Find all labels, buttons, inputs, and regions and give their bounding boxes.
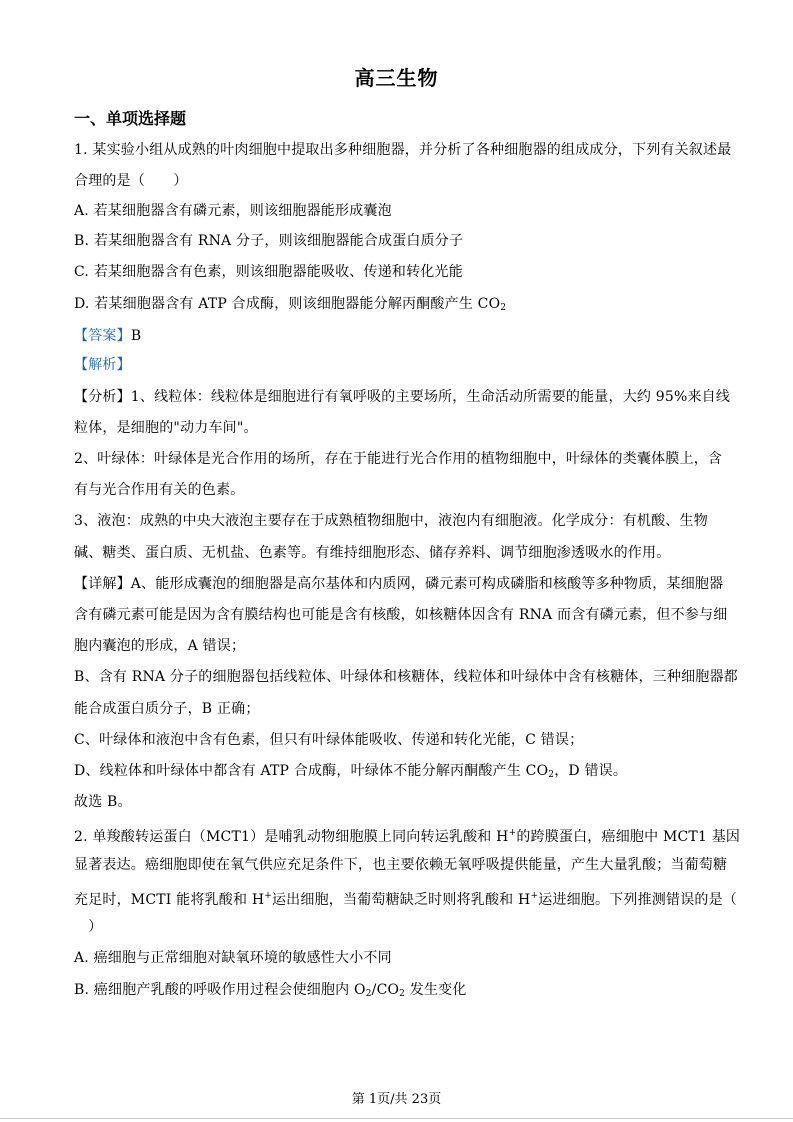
section-heading: 一、单项选择题 [74, 109, 187, 128]
q2-option-b-tail: 发生变化 [405, 982, 467, 998]
detail-line-5: 能合成蛋白质分子，B 正确； [74, 701, 260, 717]
q1-stem-line-1: 1. 某实验小组从成熟的叶肉细胞中提取出多种细胞器，并分析了各种细胞器的组成成分，下列有关叙述最 [74, 142, 732, 158]
q2-line-3-middle: 运出细胞，当葡萄糖缺乏时则将乳酸和 H [271, 892, 531, 908]
detail-line-3: 胞内囊泡的形成，A 错误； [74, 638, 246, 654]
q2-stem-line-1 [74, 823, 740, 847]
q1-stem-line-2: 合理的是（ ） [74, 173, 188, 189]
analysis-line-2: 粒体，是细胞的"动力车间"。 [74, 420, 258, 436]
q2-line-3-tail: 运进细胞。下列推测错误的是（ [538, 892, 738, 908]
page-footer: 第 1页/共 23页 [351, 1092, 442, 1107]
q2-option-b-middle: /CO [371, 982, 400, 998]
q2-option-b-subscript-1: 2 [365, 989, 372, 999]
q2-line-3-superscript-1: + [264, 891, 272, 901]
detail-line-2: 含有磷元素可能是因为含有膜结构也可能是含有核酸，如核糖体因含有 RNA 而含有磷元素，但不参与细 [74, 607, 728, 623]
detail-line-1: 【详解】A、能形成囊泡的细胞器是高尔基体和内质网，磷元素可构成磷脂和核酸等多种物质，某细胞器 [74, 576, 724, 592]
detail-line-6: C、叶绿体和液泡中含有色素，但只有叶绿体能吸收、传递和转化光能，C 错误； [74, 732, 584, 748]
analysis-line-1: 【分析】1、线粒体：线粒体是细胞进行有氧呼吸的主要场所，生命活动所需要的能量，大约 95%来自线 [74, 389, 731, 405]
q2-line-1-text: 2. 单羧酸转运蛋白（MCT1）是哺乳动物细胞膜上同向转运乳酸和 H [74, 829, 509, 845]
q1-option-d [74, 294, 506, 318]
q2-stem-line-3 [74, 886, 737, 910]
q1-option-c: C. 若某细胞器含有色素，则该细胞器能吸收、传递和转化光能 [74, 264, 463, 280]
q2-line-3-superscript-2: + [530, 891, 539, 901]
q2-stem-line-4: ） [74, 919, 103, 935]
q1-option-b: B. 若某细胞器含有 RNA 分子，则该细胞器能合成蛋白质分子 [74, 233, 464, 249]
q1-option-d-text: D. 若某细胞器含有 ATP 合成酶，则该细胞器能分解丙酮酸产生 CO [74, 296, 501, 312]
detail-line-7-subscript: 2 [548, 770, 555, 780]
q1-option-d-subscript: 2 [500, 303, 507, 313]
detail-line-7-tail: ，D 错误。 [554, 763, 628, 779]
q2-stem-line-2: 显著表达。癌细胞即使在氧气供应充足条件下，也主要依赖无氧呼吸提供能量，产生大量乳酸；当葡萄糖 [74, 857, 728, 873]
analysis-line-5: 3、液泡：成熟的中央大液泡主要存在于成熟植物细胞中，液泡内有细胞液。化学成分：有机酸、生物 [74, 513, 708, 529]
q2-option-b-subscript-2: 2 [399, 989, 406, 999]
analysis-line-4: 有与光合作用有关的色素。 [74, 482, 245, 498]
analysis-line-6: 碱、糖类、蛋白质、无机盐、色素等。有维持细胞形态、储存养料、调节细胞渗透吸水的作用。 [74, 545, 671, 561]
q2-option-b-text: B. 癌细胞产乳酸的呼吸作用过程会使细胞内 O [74, 982, 366, 998]
bottom-divider [0, 1118, 793, 1119]
q1-option-a: A. 若某细胞器含有磷元素，则该细胞器能形成囊泡 [74, 203, 392, 219]
analysis-label: 【解析】 [74, 357, 131, 373]
q2-option-a: A. 癌细胞与正常细胞对缺氧环境的敏感性大小不同 [74, 950, 392, 966]
page-title: 高三生物 [354, 66, 439, 90]
q2-option-b [74, 980, 467, 1004]
analysis-line-3: 2、叶绿体：叶绿体是光合作用的场所，存在于能进行光合作用的植物细胞中，叶绿体的类囊体膜上，含 [74, 451, 723, 467]
q1-conclusion: 故选 B。 [74, 794, 132, 810]
q2-line-1-tail: 的跨膜蛋白，癌细胞中 MCT1 基因 [516, 829, 741, 845]
detail-line-7 [74, 761, 627, 785]
q1-answer [74, 326, 141, 346]
q2-line-3-text: 充足时，MCTI 能将乳酸和 H [74, 892, 265, 908]
q2-line-1-superscript: + [508, 828, 517, 838]
detail-line-7-text: D、线粒体和叶绿体中都含有 ATP 合成酶，叶绿体不能分解丙酮酸产生 CO [74, 763, 549, 779]
detail-line-4: B、含有 RNA 分子的细胞器包括线粒体、叶绿体和核糖体，线粒体和叶绿体中含有核糖体，三种细胞器都 [74, 669, 738, 685]
answer-label: 【答案】 [74, 328, 131, 344]
answer-value: B [130, 328, 142, 344]
